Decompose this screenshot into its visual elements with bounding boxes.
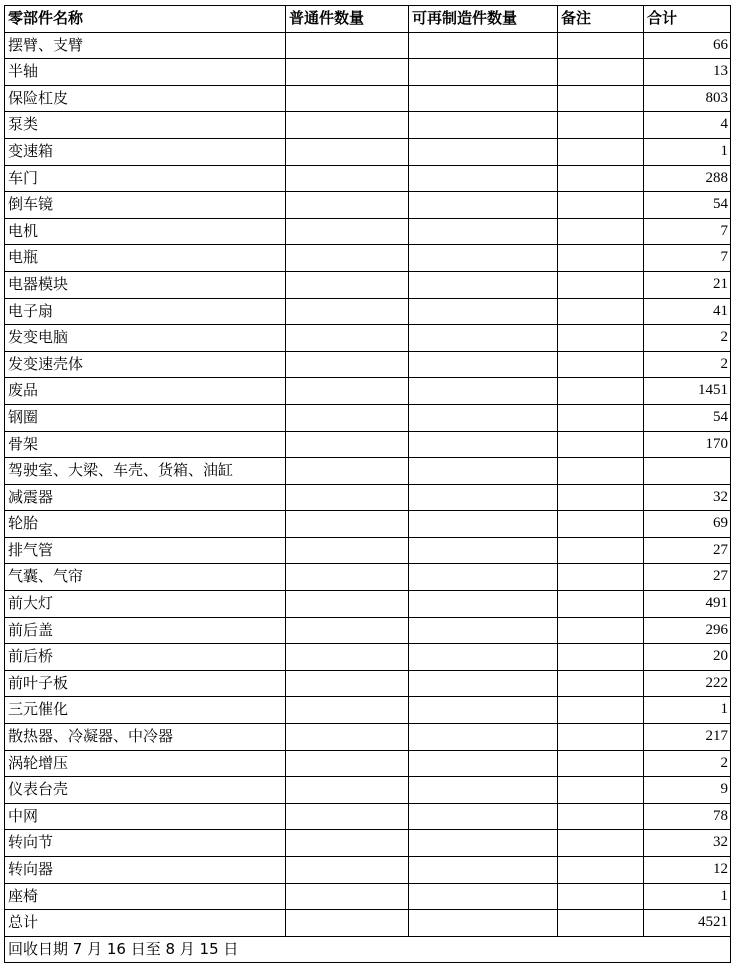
part-name-cell: 保险杠皮 [5,85,286,112]
table-row [5,644,731,671]
ordinary-qty-cell [286,511,409,538]
part-name-cell: 排气管 [5,537,286,564]
ordinary-qty-cell [286,404,409,431]
reman-qty-cell [409,857,558,884]
ordinary-qty-cell [286,750,409,777]
part-name-cell: 转向节 [5,830,286,857]
table-row [5,85,731,112]
remark-cell [558,351,644,378]
remark-cell [558,803,644,830]
total-cell: 27 [644,564,731,591]
reman-qty-cell [409,351,558,378]
reman-qty-cell [409,59,558,86]
table-row [5,883,731,910]
table-row [5,484,731,511]
remark-cell [558,511,644,538]
remark-cell [558,325,644,352]
table-row [5,803,731,830]
footer-row [5,936,731,963]
ordinary-qty-cell [286,85,409,112]
ordinary-qty-cell [286,724,409,751]
remark-cell [558,750,644,777]
part-name-cell: 发变电脑 [5,325,286,352]
summary-reman [409,910,558,937]
part-name-cell: 驾驶室、大梁、车壳、货箱、油缸 [5,458,286,485]
header-reman-qty: 可再制造件数量 [409,6,558,33]
reman-qty-cell [409,325,558,352]
table-row [5,59,731,86]
table-row [5,670,731,697]
part-name-cell: 前后桥 [5,644,286,671]
reman-qty-cell [409,724,558,751]
header-ordinary-qty: 普通件数量 [286,6,409,33]
table-row [5,458,731,485]
parts-table [4,5,731,963]
table-row [5,192,731,219]
remark-cell [558,883,644,910]
reman-qty-cell [409,298,558,325]
ordinary-qty-cell [286,431,409,458]
header-row [5,6,731,33]
reman-qty-cell [409,670,558,697]
part-name-cell: 电器模块 [5,271,286,298]
reman-qty-cell [409,537,558,564]
reman-qty-cell [409,138,558,165]
remark-cell [558,777,644,804]
table-row [5,697,731,724]
remark-cell [558,138,644,165]
remark-cell [558,591,644,618]
reman-qty-cell [409,112,558,139]
remark-cell [558,112,644,139]
part-name-cell: 半轴 [5,59,286,86]
ordinary-qty-cell [286,670,409,697]
remark-cell [558,404,644,431]
summary-ordinary [286,910,409,937]
total-cell: 1 [644,697,731,724]
part-name-cell: 三元催化 [5,697,286,724]
part-name-cell: 前叶子板 [5,670,286,697]
part-name-cell: 转向器 [5,857,286,884]
table-row [5,165,731,192]
reman-qty-cell [409,697,558,724]
remark-cell [558,644,644,671]
ordinary-qty-cell [286,644,409,671]
reman-qty-cell [409,750,558,777]
table-row [5,431,731,458]
total-cell: 54 [644,404,731,431]
total-cell [644,458,731,485]
remark-cell [558,298,644,325]
table-row [5,564,731,591]
ordinary-qty-cell [286,271,409,298]
total-cell: 32 [644,830,731,857]
remark-cell [558,617,644,644]
total-cell: 21 [644,271,731,298]
table-row [5,617,731,644]
summary-row [5,910,731,937]
table-row [5,537,731,564]
total-cell: 296 [644,617,731,644]
ordinary-qty-cell [286,298,409,325]
part-name-cell: 车门 [5,165,286,192]
total-cell: 170 [644,431,731,458]
part-name-cell: 减震器 [5,484,286,511]
remark-cell [558,192,644,219]
table-row [5,138,731,165]
ordinary-qty-cell [286,883,409,910]
part-name-cell: 废品 [5,378,286,405]
ordinary-qty-cell [286,617,409,644]
table-row [5,724,731,751]
total-cell: 41 [644,298,731,325]
ordinary-qty-cell [286,537,409,564]
reman-qty-cell [409,32,558,59]
part-name-cell: 电机 [5,218,286,245]
remark-cell [558,724,644,751]
total-cell: 1 [644,138,731,165]
table-row [5,830,731,857]
reman-qty-cell [409,777,558,804]
table-row [5,325,731,352]
ordinary-qty-cell [286,112,409,139]
part-name-cell: 气囊、气帘 [5,564,286,591]
remark-cell [558,458,644,485]
part-name-cell: 骨架 [5,431,286,458]
total-cell: 222 [644,670,731,697]
reman-qty-cell [409,192,558,219]
ordinary-qty-cell [286,830,409,857]
table-row [5,591,731,618]
total-cell: 1 [644,883,731,910]
total-cell: 13 [644,59,731,86]
reman-qty-cell [409,617,558,644]
total-cell: 288 [644,165,731,192]
part-name-cell: 涡轮增压 [5,750,286,777]
remark-cell [558,271,644,298]
reman-qty-cell [409,378,558,405]
ordinary-qty-cell [286,192,409,219]
reman-qty-cell [409,458,558,485]
header-total: 合计 [644,6,731,33]
table-row [5,351,731,378]
summary-remark [558,910,644,937]
part-name-cell: 电瓶 [5,245,286,272]
reman-qty-cell [409,245,558,272]
ordinary-qty-cell [286,803,409,830]
remark-cell [558,830,644,857]
total-cell: 2 [644,325,731,352]
header-remark: 备注 [558,6,644,33]
total-cell: 27 [644,537,731,564]
part-name-cell: 钢圈 [5,404,286,431]
table-row [5,378,731,405]
remark-cell [558,484,644,511]
ordinary-qty-cell [286,59,409,86]
part-name-cell: 仪表台壳 [5,777,286,804]
remark-cell [558,697,644,724]
ordinary-qty-cell [286,378,409,405]
ordinary-qty-cell [286,325,409,352]
reman-qty-cell [409,271,558,298]
remark-cell [558,218,644,245]
part-name-cell: 前大灯 [5,591,286,618]
total-cell: 217 [644,724,731,751]
part-name-cell: 电子扇 [5,298,286,325]
table-row [5,245,731,272]
remark-cell [558,537,644,564]
table-row [5,404,731,431]
ordinary-qty-cell [286,218,409,245]
total-cell: 12 [644,857,731,884]
ordinary-qty-cell [286,777,409,804]
total-cell: 7 [644,218,731,245]
header-part-name: 零部件名称 [5,6,286,33]
reman-qty-cell [409,484,558,511]
ordinary-qty-cell [286,458,409,485]
table-row [5,777,731,804]
part-name-cell: 变速箱 [5,138,286,165]
total-cell: 491 [644,591,731,618]
table-row [5,112,731,139]
remark-cell [558,245,644,272]
reman-qty-cell [409,431,558,458]
reman-qty-cell [409,591,558,618]
remark-cell [558,59,644,86]
total-cell: 803 [644,85,731,112]
total-cell: 66 [644,32,731,59]
ordinary-qty-cell [286,245,409,272]
ordinary-qty-cell [286,857,409,884]
ordinary-qty-cell [286,138,409,165]
part-name-cell: 摆臂、支臂 [5,32,286,59]
remark-cell [558,670,644,697]
part-name-cell: 轮胎 [5,511,286,538]
part-name-cell: 座椅 [5,883,286,910]
reman-qty-cell [409,644,558,671]
remark-cell [558,564,644,591]
ordinary-qty-cell [286,32,409,59]
total-cell: 1451 [644,378,731,405]
reman-qty-cell [409,511,558,538]
reman-qty-cell [409,564,558,591]
remark-cell [558,32,644,59]
table-row [5,32,731,59]
total-cell: 7 [644,245,731,272]
remark-cell [558,378,644,405]
remark-cell [558,165,644,192]
table-row [5,857,731,884]
total-cell: 4 [644,112,731,139]
collection-date-note: 回收日期 7 月 16 日至 8 月 15 日 [5,936,731,963]
part-name-cell: 散热器、冷凝器、中冷器 [5,724,286,751]
total-cell: 2 [644,351,731,378]
part-name-cell: 发变速壳体 [5,351,286,378]
ordinary-qty-cell [286,165,409,192]
part-name-cell: 泵类 [5,112,286,139]
total-cell: 32 [644,484,731,511]
parts-rows [5,32,731,910]
total-cell: 20 [644,644,731,671]
ordinary-qty-cell [286,351,409,378]
summary-label: 总计 [5,910,286,937]
ordinary-qty-cell [286,564,409,591]
reman-qty-cell [409,85,558,112]
table-row [5,218,731,245]
table-row [5,511,731,538]
ordinary-qty-cell [286,591,409,618]
table-row [5,271,731,298]
reman-qty-cell [409,803,558,830]
remark-cell [558,431,644,458]
total-cell: 2 [644,750,731,777]
part-name-cell: 中网 [5,803,286,830]
reman-qty-cell [409,404,558,431]
summary-total: 4521 [644,910,731,937]
ordinary-qty-cell [286,484,409,511]
total-cell: 78 [644,803,731,830]
part-name-cell: 倒车镜 [5,192,286,219]
total-cell: 9 [644,777,731,804]
reman-qty-cell [409,218,558,245]
remark-cell [558,857,644,884]
part-name-cell: 前后盖 [5,617,286,644]
table-row [5,298,731,325]
reman-qty-cell [409,883,558,910]
ordinary-qty-cell [286,697,409,724]
reman-qty-cell [409,165,558,192]
remark-cell [558,85,644,112]
reman-qty-cell [409,830,558,857]
table-row [5,750,731,777]
total-cell: 54 [644,192,731,219]
total-cell: 69 [644,511,731,538]
